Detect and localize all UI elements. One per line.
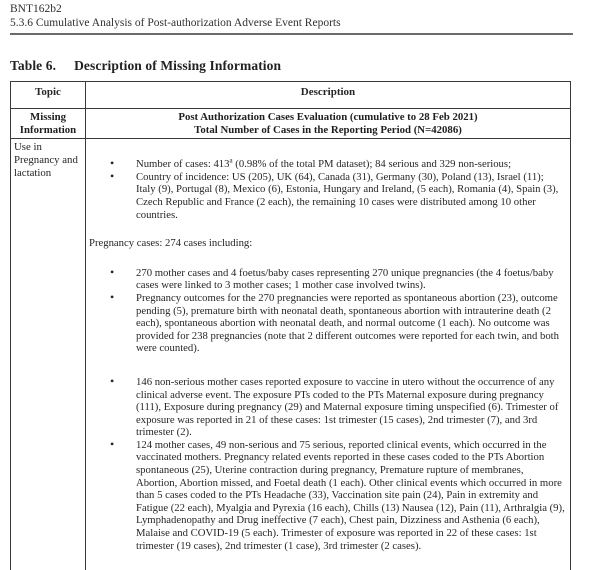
list-item-non-serious-exposure: • 146 non-serious mother cases reported exposure to vaccine in utero without the occurrence of any clinical adverse event. The exposure PTs coded to the PTs Maternal exposure during pregnancy (111), Exposure during pregnancy (29) and Maternal exposure timing unspecified (6). Trimester of exposure was reported in 21 of these cases: 1st trimester (15 cases), 2nd trimester (7), and 3rd trimester (2). (89, 376, 565, 439)
document-id: BNT162b2 (10, 3, 62, 15)
table-row (11, 109, 571, 139)
description-cell-evaluation-header (86, 109, 571, 139)
case-summary-list (89, 158, 565, 221)
table-header-row (11, 82, 571, 109)
pregnancy-details-list (89, 267, 565, 355)
column-header-description: Description (86, 82, 571, 109)
list-item-clinical-events: • 124 mother cases, 49 non-serious and 75 serious, reported clinical events, which occurred in the vaccinated mothers. Pregnancy related events reported in these cases coded to the PTs Abortion spontaneous (25), Uterine contraction during pregnancy, Premature rupture of membranes, Abortion, Abortion missed, and Foetal death (1 each). Other clinical events which occurred in more than 5 cases coded to the PTs Headache (33), Vaccination site pain (24), Pain in extremity and Fatigue (22 each), Myalgia and Pyrexia (16 each), Chills (13) Nausea (12), Pain (11), Arthralgia (9), Lymphadenopathy and Drug ineffective (7 each), Chest pain, Dizziness and Asthenia (6 each), Malaise and COVID-19 (5 each). Trimester of exposure was reported in 22 of these cases: 1st trimester (19 cases), 2nd trimester (1 case), 3rd trimester (2 cases). (89, 439, 565, 552)
number-of-cases-text-cont: (0.98% of the total PM dataset); 84 serious and 329 non-serious; (232, 158, 512, 171)
topic-cell-missing-information: Missing Information (11, 109, 86, 139)
evaluation-header-line1: Post Authorization Cases Evaluation (cumulative to 28 Feb 2021) (178, 111, 478, 123)
pregnancy-cases-heading: Pregnancy cases: 274 cases including: (89, 237, 253, 250)
document-section-title: 5.3.6 Cumulative Analysis of Post-authorization Adverse Event Reports (10, 16, 341, 29)
topic-cell-use-in-pregnancy: Use in Pregnancy and lactation (11, 139, 86, 570)
column-header-topic: Topic (11, 82, 86, 109)
description-cell-pregnancy (86, 139, 571, 570)
list-item-mother-cases: • 270 mother cases and 4 foetus/baby cases representing 270 unique pregnancies (the 4 foetus/baby cases were linked to 3 mother cases; 1 mother case involved twins). (89, 267, 565, 292)
evaluation-header-line2: Total Number of Cases in the Reporting Period (N=42086) (194, 123, 462, 136)
document-header (10, 3, 573, 35)
footnote-marker: a (229, 156, 233, 165)
table-title-text: Description of Missing Information (74, 58, 282, 73)
exposure-details-list (89, 376, 565, 552)
number-of-cases-text: Number of cases: 413 (136, 158, 230, 171)
missing-information-table (10, 81, 571, 570)
list-item-pregnancy-outcomes: • Pregnancy outcomes for the 270 pregnancies were reported as spontaneous abortion (23), outcome pending (5), premature birth with neonatal death, spontaneous abortion with intrauterine death (2 each), spontaneous abortion with neonatal death, and normal outcome (1 each). No outcome was provided for 238 pregnancies (note that 2 different outcomes were reported for each twin, and both were counted). (89, 292, 565, 355)
table-row (11, 139, 571, 570)
list-item-number-of-cases (89, 158, 565, 171)
table-number: Table 6. (10, 58, 57, 73)
list-item-country-of-incidence: • Country of incidence: US (205), UK (64), Canada (31), Germany (30), Poland (13), Israel (11); Italy (9), Portugal (8), Mexico (6), Estonia, Hungary and Ireland, (5 each), Romania (4), Spain (3), Czech Republic and France (2 each), the remaining 10 cases were distributed among 10 other countries. (89, 171, 565, 221)
table-caption (10, 58, 573, 74)
